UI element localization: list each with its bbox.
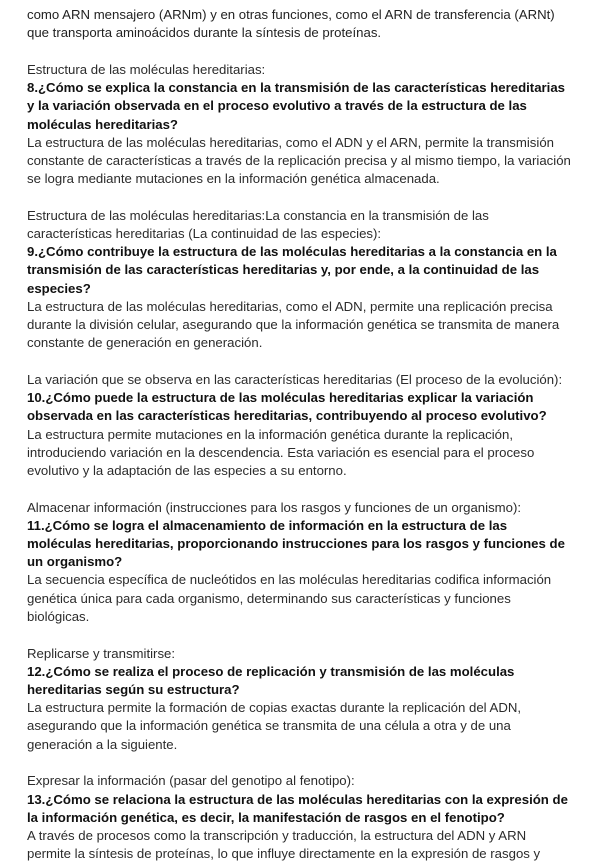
intro-paragraph: como ARN mensajero (ARNm) y en otras funciones, como el ARN de transferencia (ARNt) que transporta aminoácidos durante la síntesis de proteínas. <box>27 7 555 41</box>
section-question: 12.¿Cómo se realiza el proceso de replicación y transmisión de las moléculas hereditarias según su estructura? <box>27 663 515 697</box>
section-9 <box>27 207 572 353</box>
section-question: 8.¿Cómo se explica la constancia en la transmisión de las características hereditarias y la variación observada en el proceso evolutivo a través de la estructura de las moléculas hereditarias? <box>27 80 566 132</box>
section-answer: La estructura de las moléculas hereditarias, como el ADN, permite una replicación precisa durante la división celular, asegurando que la información genética se transmita de manera constante de generación en generación. <box>27 298 560 351</box>
section-topic: Estructura de las moléculas hereditarias:La constancia en la transmisión de las características hereditarias (La continuidad de las especies): <box>27 207 489 242</box>
section-answer: La estructura de las moléculas hereditarias, como el ADN y el ARN, permite la transmisión constante de características a través de la replicación precisa y al mismo tiempo, la variación se logra mediante mutaciones en la información genética almacenada. <box>27 134 571 187</box>
section-topic: Estructura de las moléculas hereditarias: <box>27 61 266 77</box>
section-topic: La variación que se observa en las características hereditarias (El proceso de la evolución): <box>27 371 563 387</box>
section-13 <box>27 772 572 863</box>
section-8 <box>27 61 572 188</box>
section-12 <box>27 645 572 754</box>
section-question: 11.¿Cómo se logra el almacenamiento de información en la estructura de las moléculas hereditarias, proporcionando instrucciones para los rasgos y funciones de un organismo? <box>27 517 565 570</box>
section-10 <box>27 371 572 480</box>
section-topic: Almacenar información (instrucciones para los rasgos y funciones de un organismo): <box>27 499 522 515</box>
section-answer: La estructura permite la formación de copias exactas durante la replicación del ADN, asegurando que la información genética se transmita de una célula a otra y de una generación a la siguiente. <box>27 700 522 752</box>
section-topic: Replicarse y transmitirse: <box>27 645 176 661</box>
section-question: 9.¿Cómo contribuye la estructura de las moléculas hereditarias a la constancia en la transmisión de las características hereditarias y, por ende, a la continuidad de las especies? <box>27 244 557 296</box>
section-11 <box>27 499 572 626</box>
section-question: 13.¿Cómo se relaciona la estructura de las moléculas hereditarias con la expresión de la información genética, es decir, la manifestación de rasgos en el fenotipo? <box>27 791 568 825</box>
section-topic: Expresar la información (pasar del genotipo al fenotipo): <box>27 773 355 789</box>
section-answer: A través de procesos como la transcripción y traducción, la estructura del ADN y ARN permite la síntesis de proteínas, lo que influye directamente en la expresión de rasgos y <box>27 827 541 862</box>
section-answer: La secuencia específica de nucleótidos en las moléculas hereditarias codifica información genética única para cada organismo, determinando sus características y funciones biológicas. <box>27 572 552 624</box>
section-answer: La estructura permite mutaciones en la información genética durante la replicación, introduciendo variación en la descendencia. Esta variación es esencial para el proceso evolutivo y la adaptación de las especies a su entorno. <box>27 426 535 478</box>
section-question: 10.¿Cómo puede la estructura de las moléculas hereditarias explicar la variación observada en las características hereditarias, contribuyendo al proceso evolutivo? <box>27 390 547 424</box>
